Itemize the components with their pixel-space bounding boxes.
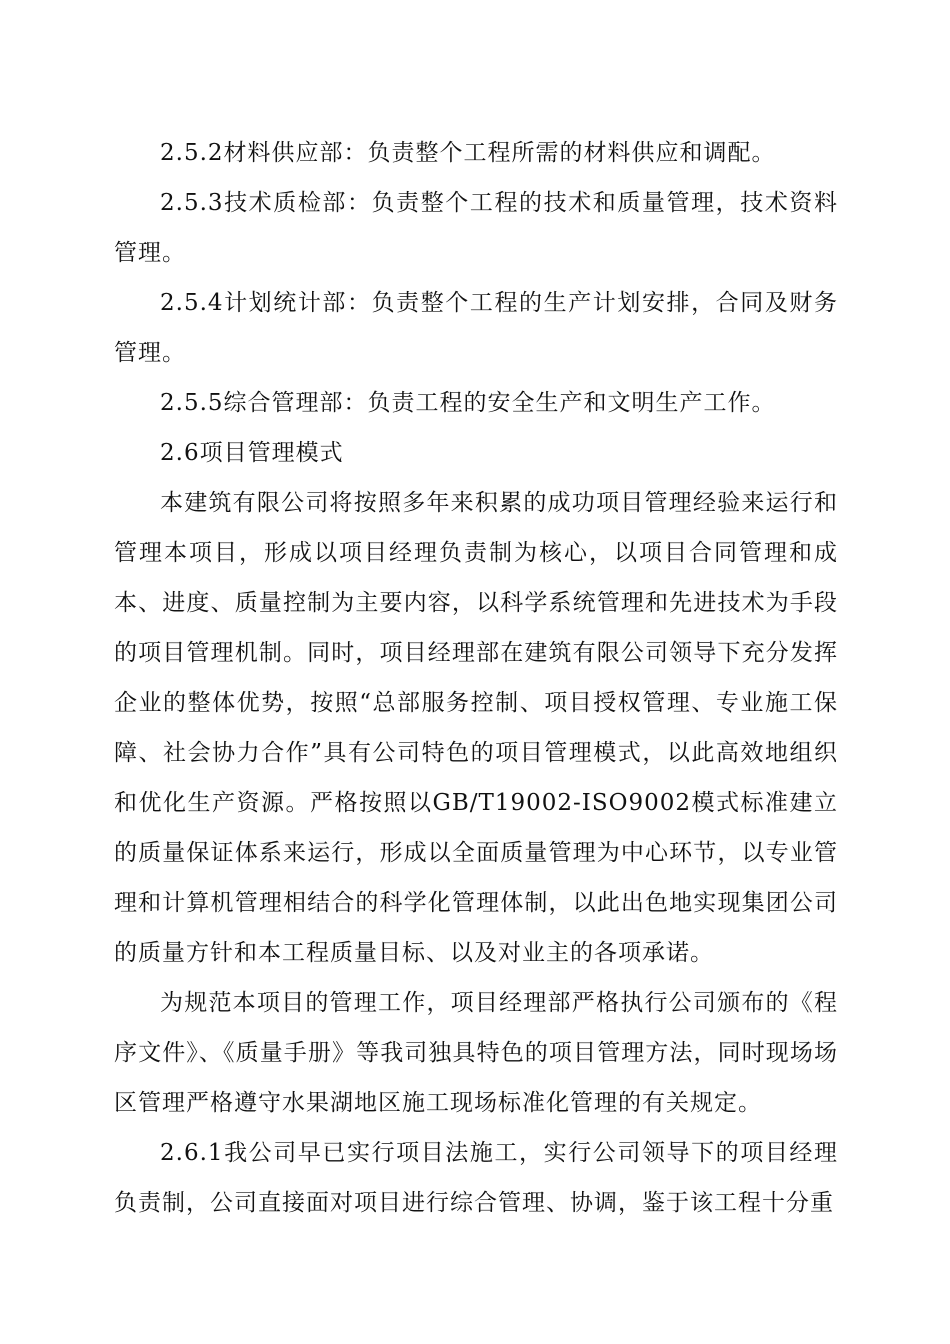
document-body <box>114 128 838 1228</box>
paragraph-management-overview: 本建筑有限公司将按照多年来积累的成功项目管理经验来运行和管理本项目，形成以项目经理负责制为核心，以项目合同管理和成本、进度、质量控制为主要内容，以科学系统管理和先进技术为手段的项目管理机制。同时，项目经理部在建筑有限公司领导下充分发挥企业的整体优势，按照“总部服务控制、项目授权管理、专业施工保障、社会协力合作”具有公司特色的项目管理模式，以此高效地组织和优化生产资源。严格按照以GB/T19002-ISO9002模式标准建立的质量保证体系来运行，形成以全面质量管理为中心环节，以专业管理和计算机管理相结合的科学化管理体制，以此出色地实现集团公司的质量方针和本工程质量目标、以及对业主的各项承诺。 <box>114 490 838 966</box>
paragraph-2-6-1: 2.6.1我公司早已实行项目法施工，实行公司领导下的项目经理负责制，公司直接面对项目进行综合管理、协调，鉴于该工程十分重 <box>114 1140 838 1216</box>
paragraph-management-standards: 为规范本项目的管理工作，项目经理部严格执行公司颁布的《程序文件》、《质量手册》等我司独具特色的项目管理方法，同时现场场区管理严格遵守水果湖地区施工现场标准化管理的有关规定。 <box>114 990 838 1116</box>
paragraph-2-5-4: 2.5.4计划统计部：负责整个工程的生产计划安排，合同及财务管理。 <box>114 290 838 366</box>
paragraph-2-5-3: 2.5.3技术质检部：负责整个工程的技术和质量管理，技术资料管理。 <box>114 190 838 266</box>
section-heading-2-6: 2.6项目管理模式 <box>160 440 344 466</box>
paragraph-2-5-5: 2.5.5综合管理部：负责工程的安全生产和文明生产工作。 <box>160 390 776 416</box>
paragraph-2-5-2: 2.5.2材料供应部：负责整个工程所需的材料供应和调配。 <box>160 140 776 166</box>
